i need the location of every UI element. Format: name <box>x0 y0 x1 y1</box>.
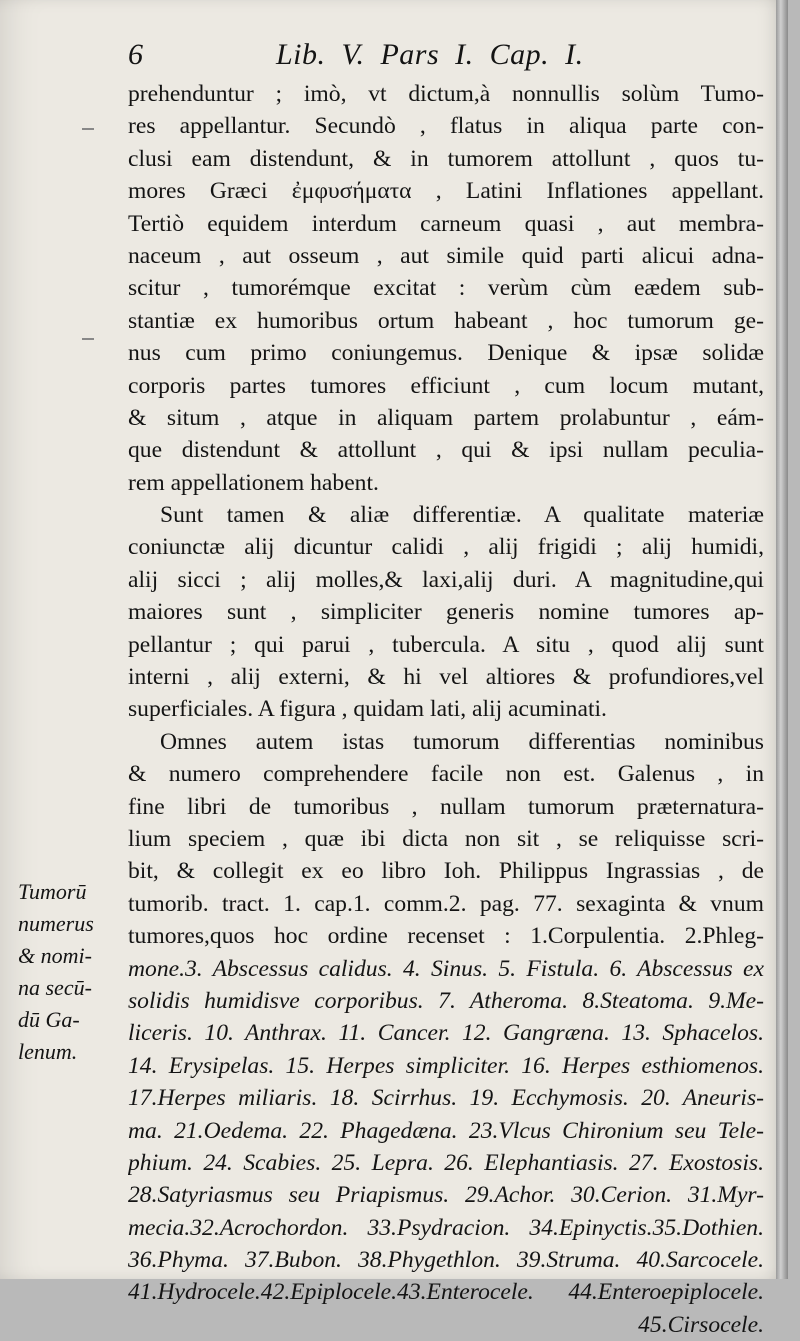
text-line: mone.3. Abscessus calidus. 4. Sinus. 5. Fistula. 6. Abscessus ex <box>128 955 764 982</box>
margin-mark <box>82 128 94 130</box>
text-line: 41.Hydrocele.42.Epiplocele.43.Enterocele. 44.Enteroepiplocele. <box>128 1279 764 1306</box>
text-line: naceum , aut osseum , aut simile quid parti alicui adna- <box>128 242 764 269</box>
text-line: que distendunt & attollunt , qui & ipsi nullam peculia- <box>128 437 764 464</box>
text-line: alij sicci ; alij molles,& laxi,alij duri. A magnitudine,qui <box>128 566 764 593</box>
paragraph-start: Sunt tamen & aliæ differentiæ. A qualitate materiæ <box>160 502 764 529</box>
text-line: phium. 24. Scabies. 25. Lepra. 26. Elephantiasis. 27. Exostosis. <box>128 1149 764 1176</box>
text-line: mecia.32.Acrochordon. 33.Psydracion. 34.Epinyctis.35.Dothien. <box>128 1214 764 1241</box>
text-line: clusi eam distendunt, & in tumorem attollunt , quos tu- <box>128 145 764 172</box>
text-line: & situm , atque in aliquam partem prolabuntur , eám- <box>128 404 764 431</box>
text-line: mores Græci ἐμφυσήματα , Latini Inflationes appellant. <box>128 178 764 205</box>
text-line: 17.Herpes miliaris. 18. Scirrhus. 19. Ecchymosis. 20. Aneuris- <box>128 1085 764 1112</box>
text-line: rem appellationem habent. <box>128 469 379 496</box>
text-line: 36.Phyma. 37.Bubon. 38.Phygethlon. 39.Struma. 40.Sarcocele. <box>128 1247 764 1274</box>
text-line: fine libri de tumoribus , nullam tumorum præternatura- <box>128 793 764 820</box>
text-line: 14. Erysipelas. 15. Herpes simpliciter. 16. Herpes esthiomenos. <box>128 1052 764 1079</box>
text-line: nus cum primo coniungemus. Denique & ipsæ solidæ <box>128 340 764 367</box>
text-line: prehenduntur ; imò, vt dictum,à nonnullis solùm Tumo- <box>128 81 764 107</box>
margin-note-line: dū Ga- <box>18 1007 80 1032</box>
text-line: maiores sunt , simpliciter generis nomine tumores ap- <box>128 599 764 626</box>
text-line: scitur , tumorémque excitat : verùm cùm eædem sub- <box>128 275 764 302</box>
page-number: 6 <box>128 38 144 71</box>
text-line: res appellantur. Secundò , flatus in aliqua parte con- <box>128 113 764 140</box>
text-line: tumores,quos hoc ordine recenset : 1.Corpulentia. 2.Phleg- <box>128 923 764 950</box>
margin-note <box>18 876 122 1068</box>
margin-mark <box>82 338 94 340</box>
running-title: Lib. V. Pars I. Cap. I. <box>276 38 584 71</box>
margin-note-line: & nomi- <box>18 943 92 968</box>
text-line: 28.Satyriasmus seu Priapismus. 29.Achor. 30.Cerion. 31.Myr- <box>128 1182 764 1209</box>
text-line: lium speciem , quæ ibi dicta non sit , se reliquisse scri- <box>128 825 764 852</box>
text-line: interni , alij externi, & hi vel altiores & profundiores,vel <box>128 664 764 691</box>
text-line: coniunctæ alij dicuntur calidi , alij frigidi ; alij humidi, <box>128 534 764 561</box>
page-edge <box>776 0 788 1279</box>
text-line: Tertiò equidem interdum carneum quasi , aut membra- <box>128 210 764 237</box>
running-header <box>128 38 768 78</box>
text-line: tumorib. tract. 1. cap.1. comm.2. pag. 77. sexaginta & vnum <box>128 890 764 917</box>
margin-note-line: Tumorū <box>18 879 87 904</box>
text-line: stantiæ ex humoribus ortum habeant , hoc tumorum ge- <box>128 307 764 334</box>
text-line: pellantur ; qui parui , tubercula. A situ , quod alij sunt <box>128 631 764 658</box>
text-line: ma. 21.Oedema. 22. Phagedæna. 23.Vlcus Chironium seu Tele- <box>128 1117 764 1144</box>
text-line: solidis humidisve corporibus. 7. Atheroma. 8.Steatoma. 9.Me- <box>128 987 764 1014</box>
body-text <box>128 78 764 1341</box>
margin-note-line: na secū- <box>18 975 92 1000</box>
text-line: 45.Cirsocele. <box>638 1311 764 1338</box>
text-line: & numero comprehendere facile non est. Galenus , in <box>128 761 764 788</box>
text-line: superficiales. A figura , quidam lati, alij acuminati. <box>128 696 607 723</box>
text-line: corporis partes tumores efficiunt , cum locum mutant, <box>128 372 764 399</box>
paragraph-start: Omnes autem istas tumorum differentias nominibus <box>160 728 764 755</box>
margin-note-line: numerus <box>18 911 94 936</box>
text-line: liceris. 10. Anthrax. 11. Cancer. 12. Gangræna. 13. Sphacelos. <box>128 1020 764 1047</box>
text-line: bit, & collegit ex eo libro Ioh. Philippus Ingrassias , de <box>128 858 764 885</box>
margin-note-line: lenum. <box>18 1039 78 1064</box>
